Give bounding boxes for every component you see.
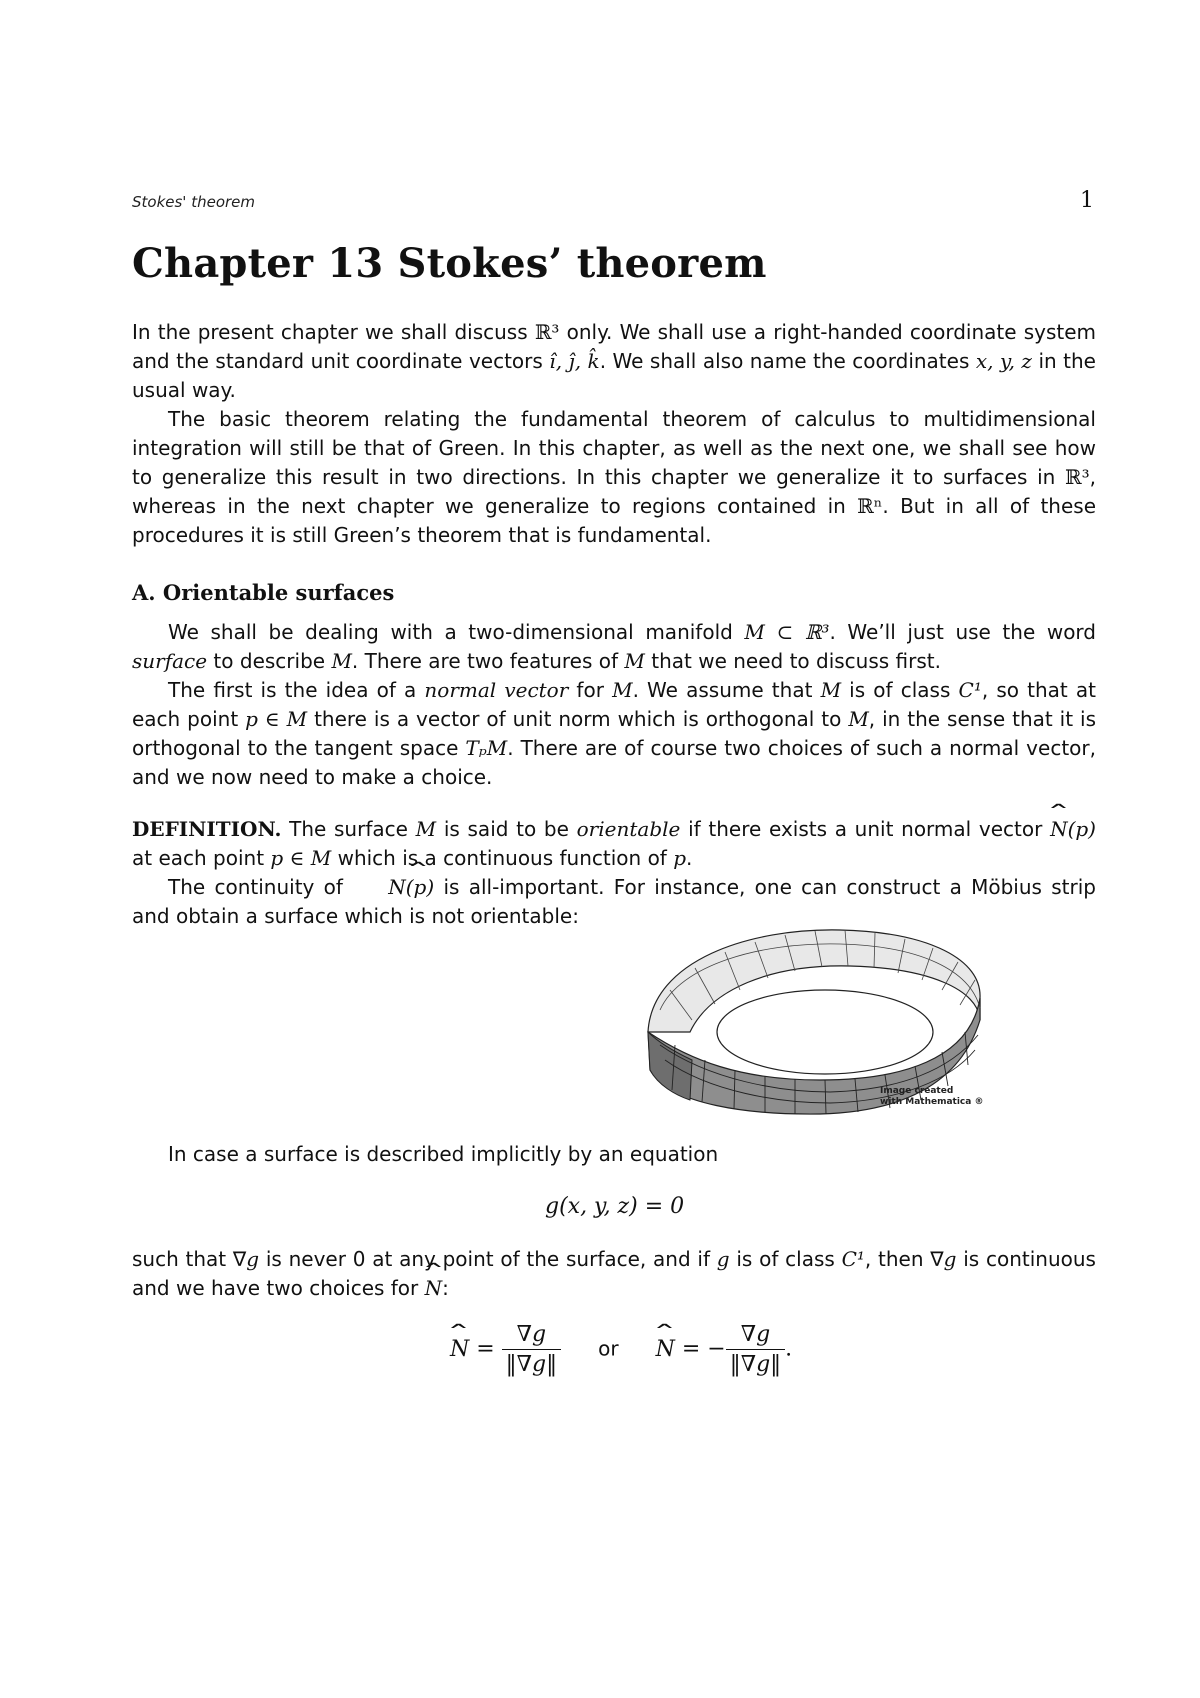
page-number: 1 <box>1080 188 1094 213</box>
implicit-equation: g(x, y, z) = 0 <box>545 1194 685 1219</box>
fraction-1: $\frac{\nabla g}{‖\nabla g‖}$ <box>502 1322 561 1377</box>
implicit-intro: In case a surface is described implicitly by an equation <box>168 1142 719 1166</box>
section-heading: A. Orientable surfaces <box>132 580 395 605</box>
definition-paragraph: DEFINITION. The surface M is said to be orientable if there exists a unit normal vector ˆ N(p) at each point p ∈ M which is a continuous function of p. <box>132 815 1096 873</box>
intro-paragraph-1: In the present chapter we shall discuss ℝ³ only. We shall use a right-handed coordinate system and the standard unit coordinate vectors ı̂, ȷ̂, k̂. We shall also name the coordinates x, y, z in the usual way. <box>132 320 1097 402</box>
implicit-text <box>132 1245 1096 1303</box>
intro-text <box>132 318 1096 550</box>
running-head: Stokes' theorem <box>132 193 256 211</box>
section-a-text <box>132 618 1096 792</box>
chapter-title: Chapter 13 Stokes’ theorem <box>132 240 767 287</box>
section-a-paragraph-1: We shall be dealing with a two-dimensional manifold M ⊂ ℝ³. We’ll just use the word surface to describe M. There are two features of M that we need to discuss first. <box>132 620 1096 673</box>
section-a-paragraph-2: The first is the idea of a normal vector for M. We assume that M is of class C¹, so that at each point p ∈ M there is a vector of unit norm which is orthogonal to M, in the sense that it is orthogonal to the tangent space TₚM. There are of course two choices of such a normal vector, and we now need to make a choice. <box>132 678 1097 789</box>
continuity-paragraph: The continuity of ˆ N(p) is all-important. For instance, one can construct a Möbius strip and obtain a surface which is not orientable: <box>132 873 1096 931</box>
fraction-2: $\frac{\nabla g}{‖\nabla g‖}$ <box>726 1322 785 1377</box>
definition-block <box>132 815 1096 931</box>
implicit-paragraph: such that ∇g is never 0 at any point of the surface, and if g is of class C¹, then ∇g is continuous and we have two choices for ˆ N: <box>132 1245 1096 1303</box>
normal-equations: ˆ N = $\frac{\nabla g}{‖\nabla g‖}$ or ˆ N = − $\frac{\nabla g}{‖\nabla g‖}$ . <box>450 1322 792 1377</box>
figure-credit: Image created with Mathematica ® <box>880 1086 984 1107</box>
intro-paragraph-2: The basic theorem relating the fundamental theorem of calculus to multidimensional integration will still be that of Green. In this chapter, as well as the next one, we shall see how to generalize this result in two directions. In this chapter we generalize it to surfaces in ℝ³, whereas in the next chapter we generalize to regions contained in ℝⁿ. But in all of these procedures it is still Green’s theorem that is fundamental. <box>132 407 1096 547</box>
definition-label: DEFINITION. <box>132 817 282 841</box>
